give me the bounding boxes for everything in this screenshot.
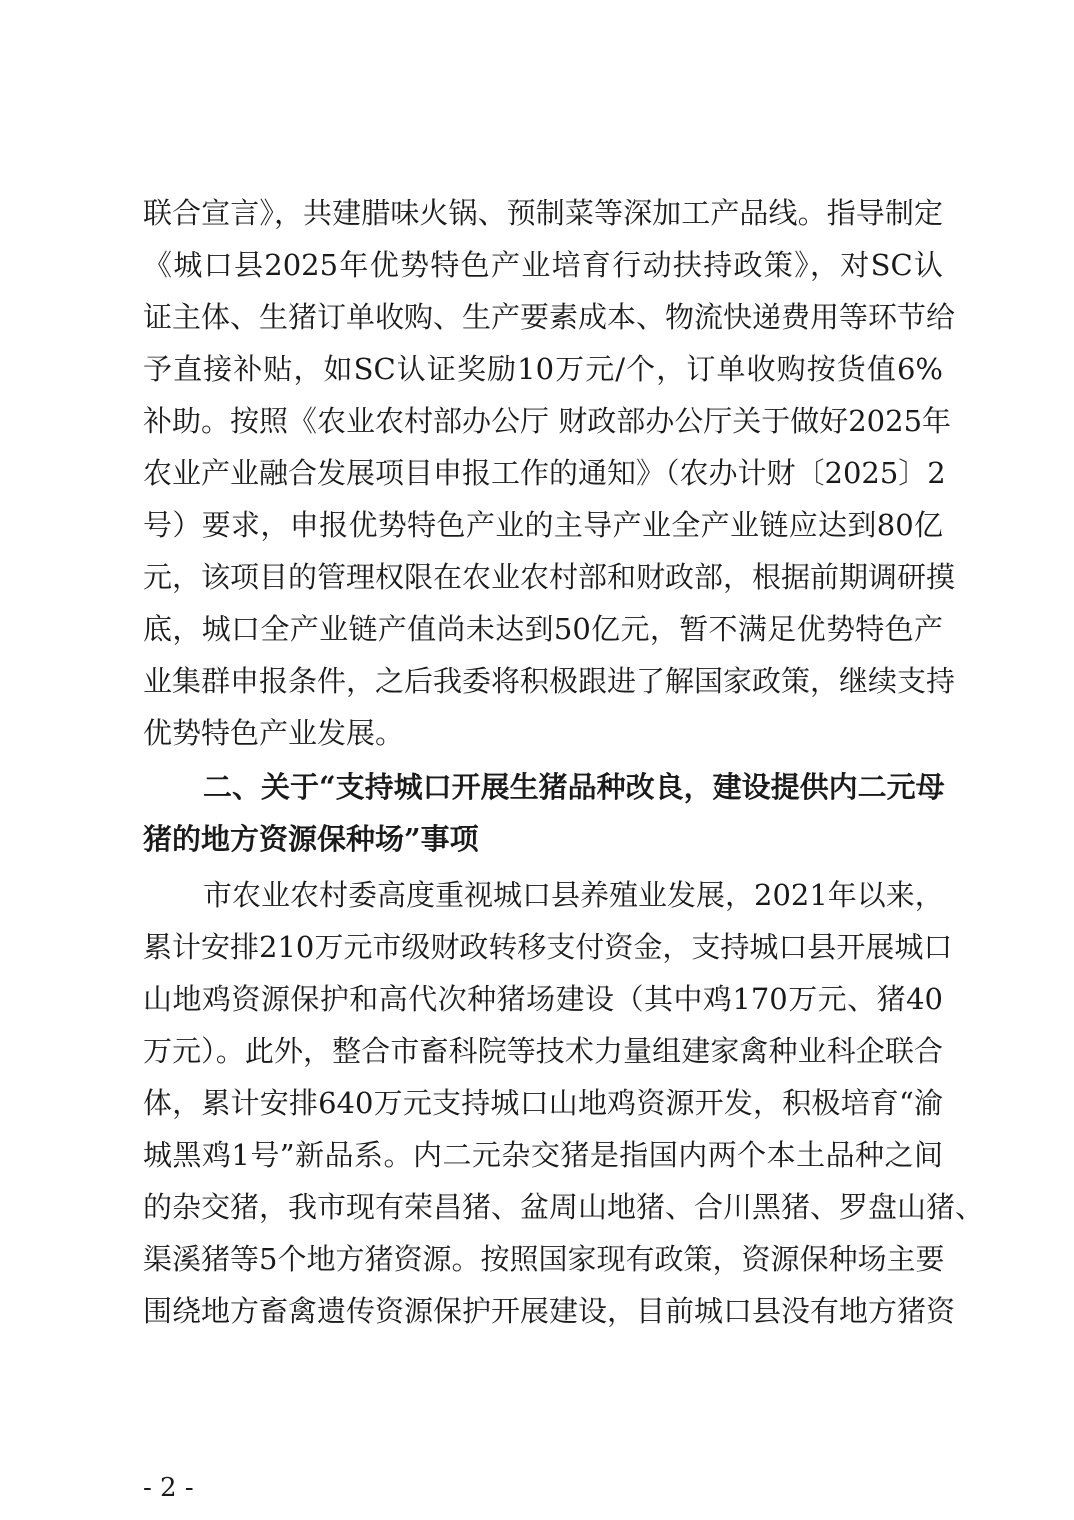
text-line: 补助。按照《农业农村部办公厅 财政部办公厅关于做好2025年 (143, 404, 952, 438)
text-line: 市农业农村委高度重视城口县养殖业发展，2021年以来， (203, 878, 944, 912)
text-line: 联合宣言》，共建腊味火锅、预制菜等深加工产品线。指导制定 (143, 196, 943, 230)
text-line: 围绕地方畜禽遗传资源保护开展建设，目前城口县没有地方猪资 (143, 1294, 956, 1328)
text-line: 农业产业融合发展项目申报工作的通知》（农办计财〔2025〕2 (143, 456, 946, 490)
text-line: 渠溪猪等5个地方猪资源。按照国家现有政策，资源保种场主要 (143, 1242, 945, 1276)
text-line: 证主体、生猪订单收购、生产要素成本、物流快递费用等环节给 (143, 300, 956, 334)
text-line: 《城口县2025年优势特色产业培育行动扶持政策》，对SC认 (143, 248, 943, 282)
text-line: 予直接补贴，如SC认证奖励10万元/个，订单收购按货值6% (143, 352, 943, 386)
text-line: 元，该项目的管理权限在农业农村部和财政部，根据前期调研摸 (143, 560, 956, 594)
text-line: 优势特色产业发展。 (143, 716, 405, 750)
text-line: 万元）。此外，整合市畜科院等技术力量组建家禽种业科企联合 (143, 1034, 943, 1068)
heading-line: 猪的地方资源保种场”事项 (143, 822, 479, 856)
text-line: 山地鸡资源保护和高代次种猪场建设（其中鸡170万元、猪40 (143, 982, 943, 1016)
text-line: 体，累计安排640万元支持城口山地鸡资源开发，积极培育“渝 (143, 1086, 943, 1120)
heading-line: 二、关于“支持城口开展生猪品种改良，建设提供内二元母 (203, 770, 945, 804)
text-line: 业集群申报条件，之后我委将积极跟进了解国家政策，继续支持 (143, 664, 956, 698)
text-line: 的杂交猪，我市现有荣昌猪、盆周山地猪、合川黑猪、罗盘山猪、 (143, 1190, 985, 1224)
text-line: 底，城口全产业链产值尚未达到50亿元，暂不满足优势特色产 (143, 612, 943, 646)
text-line: 城黑鸡1号”新品系。内二元杂交猪是指国内两个本土品种之间 (143, 1138, 943, 1172)
text-line: 累计安排210万元市级财政转移支付资金，支持城口县开展城口 (143, 930, 953, 964)
page-number: - 2 - (143, 1473, 194, 1503)
text-line: 号）要求，申报优势特色产业的主导产业全产业链应达到80亿 (143, 508, 943, 542)
